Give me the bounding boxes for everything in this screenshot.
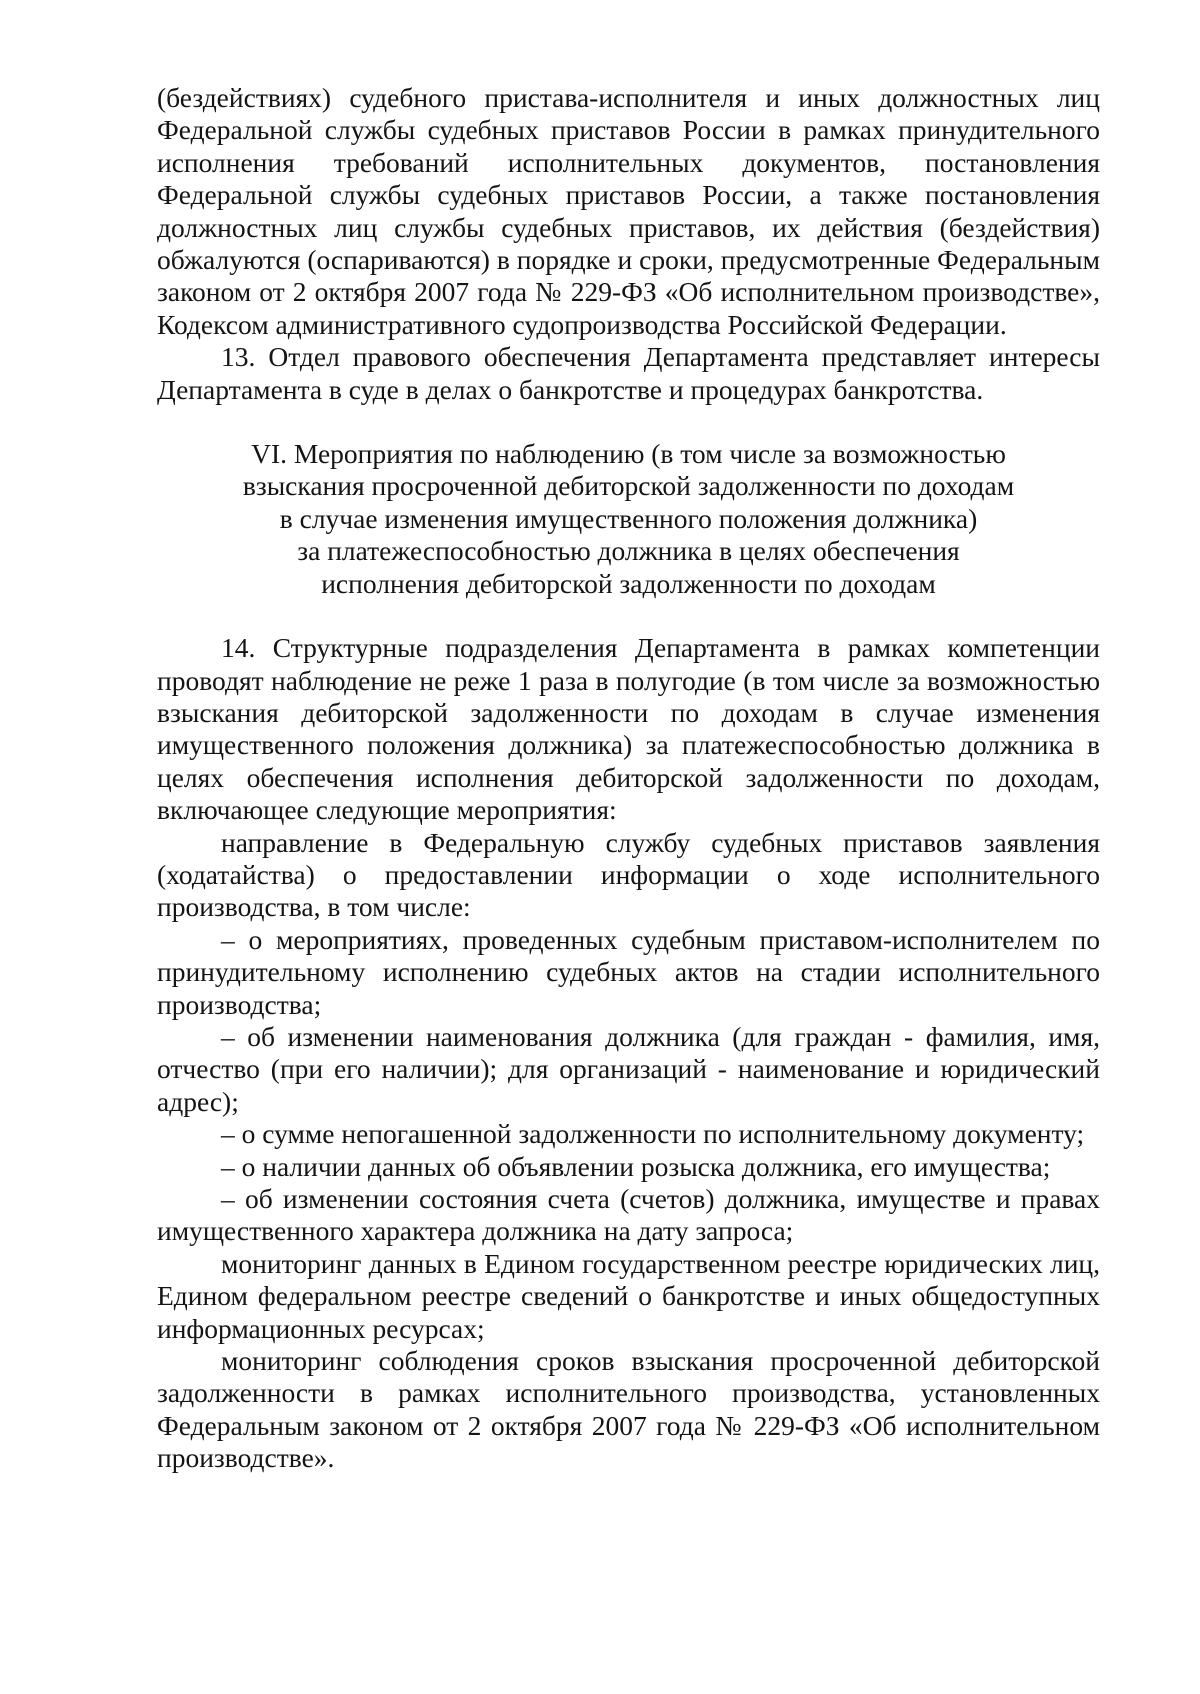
list-item-debt-sum: – о сумме непогашенной задолженности по исполнительному документу;	[221, 1118, 1085, 1150]
paragraph-continuation: (бездействиях) судебного пристава-исполнителя и иных должностных лиц Федеральной службы судебных приставов России в рамках принудительного исполнения требований исполнительных документов, постановления Федеральной службы судебных приставов России, а также постановления должностных лиц службы судебных приставов, их действия (бездействия) обжалуются (оспариваются) в порядке и сроки, предусмотренные Федеральным законом от 2 октября 2007 года № 229-ФЗ «Об исполнительном производстве», Кодексом административного судопроизводства Российской Федерации.	[157, 82, 1100, 340]
document-body	[157, 82, 1100, 1475]
paragraph-registry-monitoring: мониторинг данных в Едином государственном реестре юридических лиц, Едином федеральном реестре сведений о банкротстве и иных общедоступных информационных ресурсах;	[157, 1247, 1100, 1344]
paragraph-14: 14. Структурные подразделения Департамента в рамках компетенции проводят наблюдение не реже 1 раза в полугодие (в том числе за возможностью взыскания дебиторской задолженности по доходам в случае изменения имущественного положения должника) за платежеспособностью должника в целях обеспечения исполнения дебиторской задолженности по доходам, включающее следующие мероприятия:	[157, 632, 1100, 826]
list-item-name-change: – об изменении наименования должника (для граждан - фамилия, имя, отчество (при его наличии); для организаций - наименование и юридический адрес);	[157, 1020, 1100, 1117]
paragraph-fssp-request: направление в Федеральную службу судебных приставов заявления (ходатайства) о предоставлении информации о ходе исполнительного производства, в том числе:	[157, 826, 1100, 923]
list-item-search: – о наличии данных об объявлении розыска должника, его имущества;	[221, 1150, 1051, 1182]
section-heading: VI. Мероприятия по наблюдению (в том числе за возможностью взыскания просроченной дебиторской задолженности по доходам в случае изменения имущественного положения должника) за платежеспособностью должника в целях обеспечения исполнения дебиторской задолженности по доходам	[242, 438, 1015, 599]
paragraph-deadline-monitoring: мониторинг соблюдения сроков взыскания просроченной дебиторской задолженности в рамках исполнительного производства, установленных Федеральным законом от 2 октября 2007 года № 229-ФЗ «Об исполнительном производстве».	[157, 1345, 1100, 1474]
list-item-account-state: – об изменении состояния счета (счетов) должника, имуществе и правах имущественного характера должника на дату запроса;	[157, 1183, 1100, 1247]
paragraph-13: 13. Отдел правового обеспечения Департамента представляет интересы Департамента в суде в делах о банкротстве и процедурах банкротства.	[157, 341, 1100, 405]
list-item-measures: – о мероприятиях, проведенных судебным приставом-исполнителем по принудительному исполнению судебных актов на стадии исполнительного производства;	[157, 923, 1100, 1020]
